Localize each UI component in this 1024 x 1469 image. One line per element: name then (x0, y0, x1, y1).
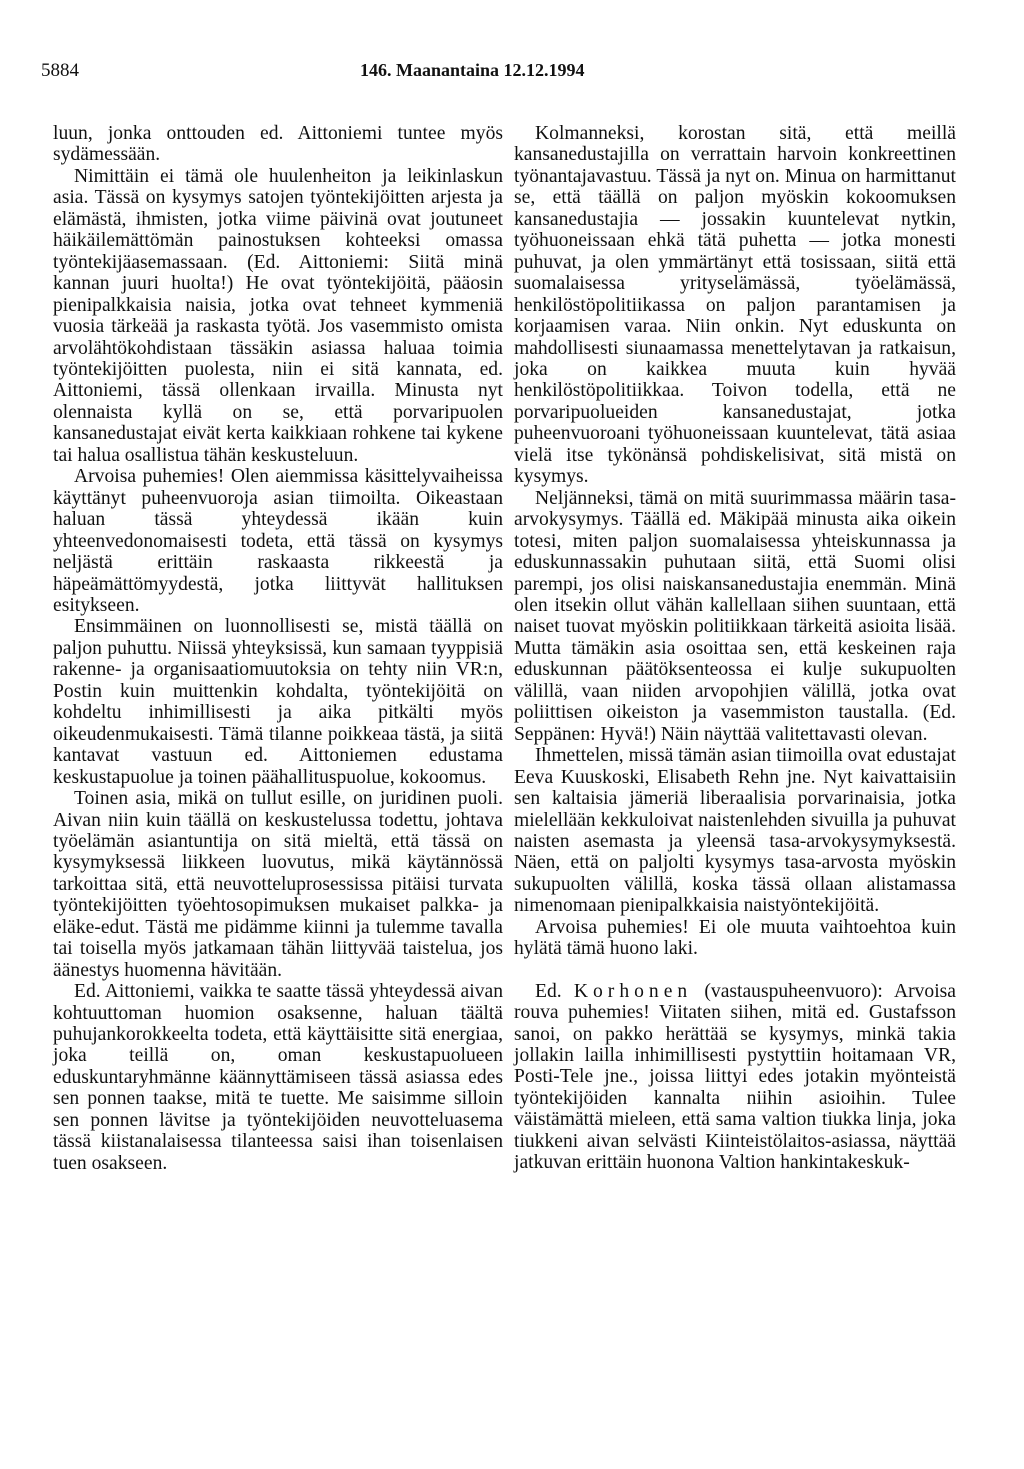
paragraph: luun, jonka onttouden ed. Aittoniemi tuntee myös sydämessään. (53, 123, 503, 166)
paragraph: Ed. Aittoniemi, vaikka te saatte tässä yhteydessä aivan kohtuuttoman huomion osaksenne, haluan täältä puhujankorokkeelta todeta, että käyttäisitte sitä energiaa, joka teillä on, oman keskustapuolueen eduskuntaryhmänne käännyttämiseen tässä asiassa edes sen ponnen taakse, mitä te tuette. Me saisimme silloin sen ponnen lävitse ja työntekijöiden neuvotteluasema tässä kiistanalaisessa tilanteessa saisi ihan toisenlaisen tuen osakseen. (53, 981, 503, 1174)
speaker-role: (vastauspuheenvuoro): (704, 980, 883, 1002)
right-column (514, 123, 956, 1174)
paragraph: Ensimmäinen on luonnollisesti se, mistä täällä on paljon puhuttu. Niissä yhteyksissä, kun samaan tyyppisiä rakenne- ja organisaatiomuutoksia on tehty niin VR:n, Postin kuin muittenkin kohdalta, työntekijöitä on kohdeltu inhimillisesti ja aika pitkälti myös oikeudenmukaisesti. Tämä tilanne poikkeaa tästä, ja siitä kantavat vastuun ed. Aittoniemen edustama keskustapuolue ja toinen päähallituspuolue, kokoomus. (53, 616, 503, 788)
running-head: 146. Maanantaina 12.12.1994 (360, 60, 585, 80)
left-column (53, 123, 503, 1174)
paragraph: Arvoisa puhemies! Ei ole muuta vaihtoehtoa kuin hylätä tämä huono laki. (514, 916, 956, 960)
paragraph: Toinen asia, mikä on tullut esille, on juridinen puoli. Aivan niin kuin täällä on keskustelussa todettu, johtava työelämän asiantuntija on sitä mieltä, että tässä on kysymyksessä liikkeen luovutus, mikä käytännössä tarkoittaa sitä, että neuvotteluprosessissa pitäisi turvata työntekijöitten työehtosopimuksen mukaiset palkka- ja eläke-edut. Tästä me pidämme kiinni ja tulemme tavalla tai toisella myös jatkamaan tähän liittyvää taistelua, jos äänestys huomenna hävitään. (53, 788, 503, 981)
page-number: 5884 (41, 60, 79, 81)
paragraph: Kolmanneksi, korostan sitä, että meillä kansanedustajilla on verrattain harvoin konkreettinen työnantajavastuu. Tässä ja nyt on. Minua on harmittanut se, että täällä on paljon myöskin kokoomuksen kansanedustajia — jossakin kuuntelevat nytkin, työhuoneissaan ehkä tätä puhetta — jotka monesti puhuvat, ja olen ymmärtänyt että tosissaan, siitä että suomalaisessa yrityselämässä, työelämässä, henkilöstöpolitiikassa on paljon parantamisen ja korjaamisen varaa. Niin onkin. Nyt eduskunta on mahdollisesti siunaamassa menettelytavan ja ratkaisun, joka on kaikkea muuta kuin hyvää henkilöstöpolitiikkaa. Toivon todella, että ne porvaripuolueiden kansanedustajat, jotka puheenvuoroani työhuoneissaan kuuntelevat, tätä asiaa vielä itse tykönänsä pohdiskelisivat, sitä mistä on kysymys. (514, 123, 956, 488)
speaker-name: Korhonen (573, 980, 693, 1002)
speaker-text: Arvoisa rouva puhemies! Viitaten siihen, mitä ed. Gustafsson sanoi, on pakko herättää se kysymys, minkä takia jollakin lailla inhimillisesti pystyttiin hoitamaan VR, Posti-Tele jne., joissa liittyi edes jotakin myönteistä työntekijöiden kannalta niihin asioihin. Tulee väistämättä mieleen, että sama valtion tiukka linja, joka tiukkeni aivan selvästi Kiinteistölaitos-asiassa, näyttää jatkuvan erittäin huonona Valtion hankintakeskuk- (514, 980, 956, 1174)
paragraph: Arvoisa puhemies! Olen aiemmissa käsittelyvaiheissa käyttänyt puheenvuoroja asian tiimoilta. Oikeastaan haluan tässä yhteydessä ikään kuin yhteenvedonomaisesti todeta, että tässä on kysymys neljästä erittäin raskaasta rikkeestä ja häpeämättömyydestä, jotka liittyvät hallituksen esitykseen. (53, 466, 503, 616)
paragraph: Nimittäin ei tämä ole huulenheiton ja leikinlaskun asia. Tässä on kysymys satojen työntekijöitten arjesta ja elämästä, ihmisten, jotka viime päivinä ovat joutuneet häikäilemättömän painostuksen kohteeksi omassa työntekijäasemassaan. (Ed. Aittoniemi: Siitä minä kannan juuri huolta!) He ovat työntekijöitä, pääosin pienipalkkaisia naisia, jotka ovat tehneet kymmeniä vuosia tärkeää ja raskasta työtä. Jos vasemmisto omista arvolähtökohdistaan tässäkin asiassa haluaa toimia työntekijöitten puolesta, niin ei sitä kannata, ed. Aittoniemi, tässä ollenkaan irvailla. Minusta nyt olennaista kyllä on se, että porvaripuolen kansanedustajat eivät kerta kaikkiaan rohkene tai kykene tai halua osallistua tähän keskusteluun. (53, 165, 503, 466)
paragraph: Neljänneksi, tämä on mitä suurimmassa määrin tasa-arvokysymys. Täällä ed. Mäkipää minusta aika oikein totesi, miten paljon suomalaisessa yhteiskunnassa ja eduskunnassakin puhutaan siitä, että Suomi olisi parempi, jos olisi naiskansanedustajia enemmän. Minä olen itsekin ollut vähän kallellaan siihen suuntaan, että naiset tuovat myöskin politiikkaan tärkeitä asioita lisää. Mutta tämäkin asia osoittaa sen, että keskeinen raja eduskunnan päätöksenteossa ei kulje sukupuolten välillä, vaan niiden arvopohjien välillä, jotka ovat poliittisen oikeiston ja vasemmiston taustalla. (Ed. Seppänen: Hyvä!) Näin näyttää valitettavasti olevan. (514, 487, 956, 745)
speaker-entry (514, 981, 956, 1174)
speaker-prefix: Ed. (535, 980, 562, 1002)
paragraph: Ihmettelen, missä tämän asian tiimoilla ovat edustajat Eeva Kuuskoski, Elisabeth Rehn jne. Nyt kaivattaisiin sen kaltaisia jämeriä liberaalisia porvarinaisia, jotka mielellään kekkuloivat naistenlehden sivuilla ja puhuvat naisten asemasta ja yleensä tasa-arvokysymyksestä. Näen, että on paljolti kysymys tasa-arvosta myöskin sukupuolten välillä, koska tässä ollaan alistamassa nimenomaan pienipalkkaisia naistyöntekijöitä. (514, 745, 956, 917)
